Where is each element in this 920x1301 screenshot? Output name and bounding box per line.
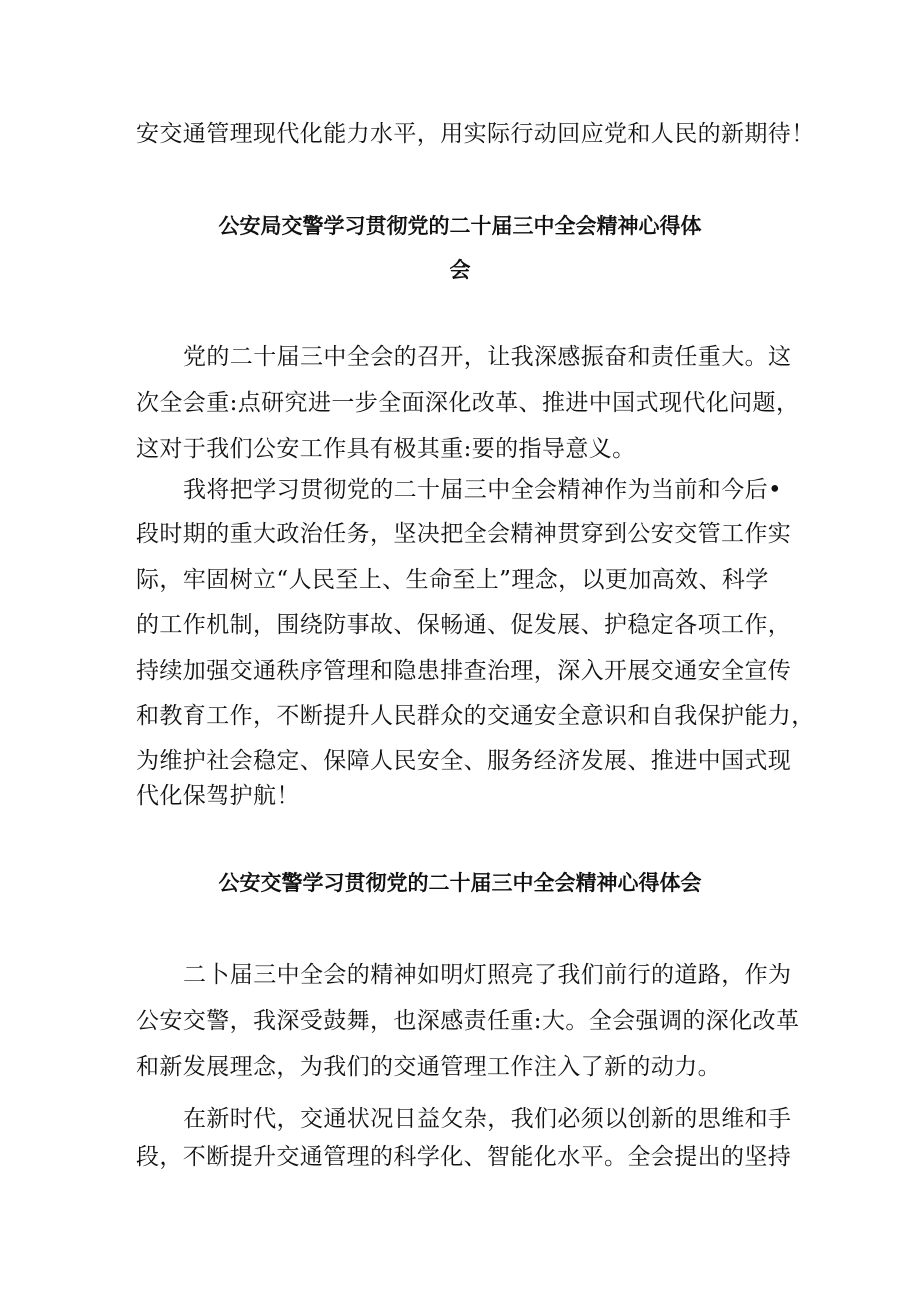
body-text-line: 安交通管理现代化能力水平，用实际行动回应党和人民的新期待！ <box>136 121 815 147</box>
paragraph-first-line: 党的二十届三中全会的召开，让我深感振奋和责任重大。这 <box>183 344 792 370</box>
paragraph-first-line: 二卜届三中全会的精神如明灯照亮了我们前行的道路，作为 <box>183 962 792 988</box>
paragraph-line: 和新发展理念，为我们的交通管理工作注入了新的动力。 <box>136 1054 721 1080</box>
paragraph-line: 这对于我们公安工作具有极其重:要的指导意义。 <box>136 436 636 462</box>
section-heading-line: 公安局交警学习贯彻党的二十届三中全会精神心得体 <box>218 214 702 238</box>
paragraph-line: 段时期的重大政治任务，坚决把全会精神贯穿到公安交管工作实 <box>136 521 792 547</box>
paragraph-line: 的工作机制，围绕防事故、保畅通、促发展、护稳定各项工作， <box>136 612 792 638</box>
paragraph-line: 和教育工作，不断提升人民群众的交通安全意识和自我保护能力， <box>136 703 815 729</box>
paragraph-line: 持续加强交通秩序管理和隐患排查治理，深入开展交通安全宣传 <box>136 658 792 684</box>
paragraph-line: 段，不断提升交通管理的科学化、智能化水平。全会提出的坚持 <box>136 1144 792 1170</box>
section-heading-line: 会 <box>449 258 471 282</box>
paragraph-line: 次全会重:点研究进一步全面深化改革、推进中国式现代化问题， <box>136 390 800 416</box>
paragraph-line: 为维护社会稳定、保障人民安全、服务经济发展、推进中国式现 <box>136 748 792 774</box>
section-heading: 公安交警学习贯彻党的二十届三中全会精神心得体会 <box>218 871 702 895</box>
paragraph-line: 公安交警，我深受鼓舞，也深感责任重:大。全会强调的深化改革 <box>136 1008 800 1034</box>
paragraph-first-line: 我将把学习贯彻党的二十届三中全会精神作为当前和今后• <box>183 477 782 503</box>
paragraph-first-line: 在新时代，交通状况日益攵杂，我们必须以创新的思维和手 <box>183 1106 792 1132</box>
paragraph-line: 代化保驾护航！ <box>136 783 300 809</box>
paragraph-line: 际，牢固树立“人民至上、生命至上”理念，以更加高效、科学 <box>136 567 769 593</box>
